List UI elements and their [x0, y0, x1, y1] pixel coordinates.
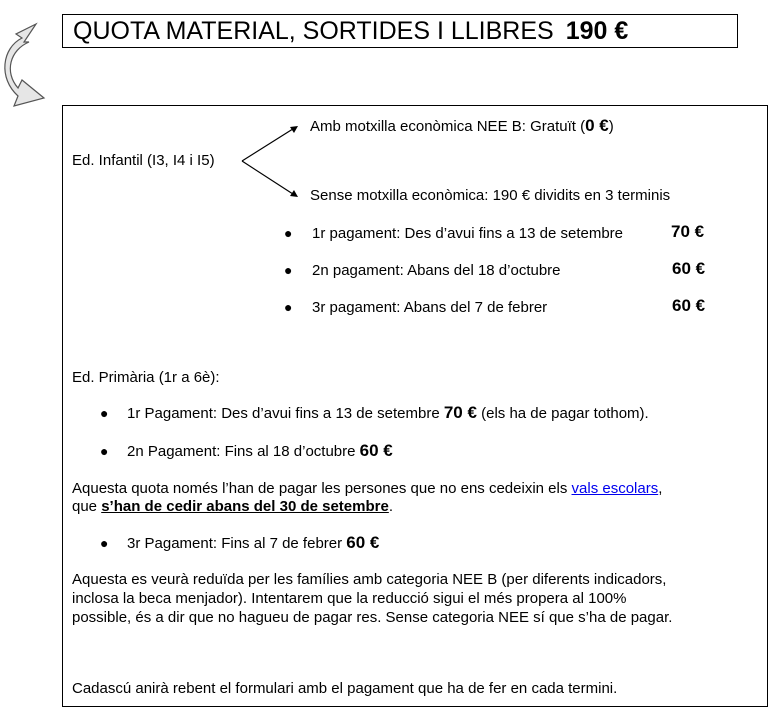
primaria-payment-3-text: 3r Pagament: Fins al 7 de febrer	[127, 535, 347, 552]
note-1-text: Aquesta quota només l’han de pagar les persones que no ens cedeixin els	[72, 480, 572, 497]
note-1-end: .	[388, 498, 393, 515]
bullet-icon: ●	[100, 443, 109, 459]
infantil-payment-1: 1r pagament: Des d’avui fins a 13 de setembre	[312, 225, 624, 242]
option-a-text: Amb motxilla econòmica NEE B: Gratuït (	[310, 118, 586, 135]
primaria-payment-3-amount: 60 €	[346, 533, 380, 552]
page-title	[73, 17, 628, 46]
branch-arrows-icon	[240, 124, 302, 204]
infantil-payment-3-amount: 60 €	[672, 296, 706, 315]
option-a-close: )	[608, 118, 614, 135]
primaria-payment-1	[127, 404, 649, 423]
title-label: QUOTA MATERIAL, SORTIDES I LLIBRES	[73, 17, 554, 45]
bullet-icon: ●	[100, 405, 109, 421]
bullet-icon: ●	[284, 262, 293, 278]
note-1-line-2	[72, 498, 393, 516]
infantil-payment-1-amount: 70 €	[671, 222, 705, 241]
note-1-comma: ,	[658, 480, 663, 497]
primaria-payment-1-amount: 70 €	[443, 403, 477, 422]
primaria-label: Ed. Primària (1r a 6è):	[72, 369, 220, 386]
note-2-line-3: possible, és a dir que no hagueu de pagar res. Sense categoria NEE sí que s’ha de pagar.	[72, 609, 673, 626]
primaria-payment-2-text: 2n Pagament: Fins al 18 d’octubre	[127, 443, 360, 460]
note-1-deadline: s’han de cedir abans del 30 de setembre	[101, 498, 389, 515]
primaria-payment-2-amount: 60 €	[359, 441, 393, 460]
bullet-icon: ●	[284, 299, 293, 315]
title-price: 190 €	[565, 17, 629, 45]
option-with-backpack	[310, 117, 614, 136]
vals-escolars-link[interactable]: vals escolars	[571, 480, 659, 497]
infantil-payment-3: 3r pagament: Abans del 7 de febrer	[312, 299, 548, 316]
bullet-icon: ●	[100, 535, 109, 551]
note-2-line-1: Aquesta es veurà reduïda per les famílies amb categoria NEE B (per diferents indicadors,	[72, 571, 667, 588]
primaria-payment-2	[127, 442, 393, 461]
curved-arrow-icon	[0, 20, 60, 110]
option-a-amount: 0 €	[585, 116, 609, 135]
primaria-payment-3	[127, 534, 379, 553]
primaria-payment-1-text: 1r Pagament: Des d’avui fins a 13 de setembre	[127, 405, 444, 422]
note-2-line-2: inclosa la beca menjador). Intentarem que la reducció sigui el més propera al 100%	[72, 590, 627, 607]
footer-note: Cadascú anirà rebent el formulari amb el pagament que ha de fer en cada termini.	[72, 680, 618, 697]
infantil-payment-2: 2n pagament: Abans del 18 d’octubre	[312, 262, 561, 279]
note-1-start: que	[72, 498, 102, 515]
title-box	[62, 14, 738, 48]
option-without-backpack: Sense motxilla econòmica: 190 € dividits en 3 terminis	[310, 187, 671, 204]
note-1-line-1	[72, 480, 662, 498]
bullet-icon: ●	[284, 225, 293, 241]
infantil-payment-2-amount: 60 €	[672, 259, 706, 278]
primaria-payment-1-note: (els ha de pagar tothom).	[476, 405, 649, 422]
infantil-label: Ed. Infantil (I3, I4 i I5)	[72, 152, 215, 169]
